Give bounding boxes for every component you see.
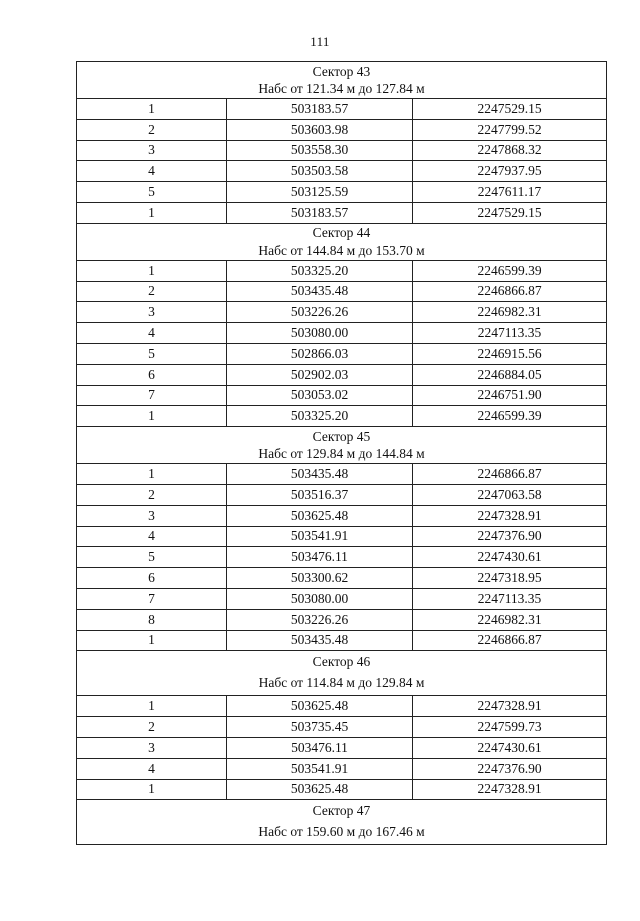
sector-title-row [77, 62, 607, 81]
point-number-cell: 6 [77, 568, 227, 589]
y-coordinate-cell: 2246751.90 [413, 385, 607, 406]
point-number-cell: 1 [77, 779, 227, 800]
page-number: 111 [310, 34, 330, 49]
x-coordinate-cell: 502902.03 [227, 364, 413, 385]
y-coordinate-cell: 2246982.31 [413, 302, 607, 323]
x-coordinate-cell: 503325.20 [227, 406, 413, 427]
y-coordinate-cell: 2247611.17 [413, 182, 607, 203]
point-number-cell: 2 [77, 484, 227, 505]
table-row [77, 385, 607, 406]
table-row [77, 758, 607, 779]
x-coordinate-cell: 503125.59 [227, 182, 413, 203]
point-number-cell: 5 [77, 182, 227, 203]
x-coordinate-cell: 503435.48 [227, 464, 413, 485]
point-number-cell: 4 [77, 758, 227, 779]
x-coordinate-cell: 503541.91 [227, 526, 413, 547]
table-row [77, 182, 607, 203]
table-row [77, 202, 607, 223]
point-number-cell: 1 [77, 464, 227, 485]
sector-range-row [77, 445, 607, 464]
table-row [77, 406, 607, 427]
x-coordinate-cell: 503080.00 [227, 588, 413, 609]
y-coordinate-cell: 2247868.32 [413, 140, 607, 161]
table-row [77, 505, 607, 526]
x-coordinate-cell: 503476.11 [227, 737, 413, 758]
sector-height-range: Набс от 121.34 м до 127.84 м [77, 80, 607, 99]
y-coordinate-cell: 2247113.35 [413, 588, 607, 609]
table-row [77, 99, 607, 120]
sector-title: Сектор 43 [77, 62, 607, 81]
point-number-cell: 1 [77, 630, 227, 651]
x-coordinate-cell: 502866.03 [227, 343, 413, 364]
table-row [77, 588, 607, 609]
sector-title-row [77, 427, 607, 446]
sector-height-range: Набс от 144.84 м до 153.70 м [77, 242, 607, 261]
table-row [77, 281, 607, 302]
point-number-cell: 3 [77, 505, 227, 526]
y-coordinate-cell: 2247529.15 [413, 99, 607, 120]
table-row [77, 630, 607, 651]
point-number-cell: 7 [77, 588, 227, 609]
sector-range-row [77, 820, 607, 845]
x-coordinate-cell: 503226.26 [227, 609, 413, 630]
table-row [77, 526, 607, 547]
y-coordinate-cell: 2247430.61 [413, 547, 607, 568]
y-coordinate-cell: 2246599.39 [413, 406, 607, 427]
x-coordinate-cell: 503625.48 [227, 505, 413, 526]
x-coordinate-cell: 503625.48 [227, 696, 413, 717]
point-number-cell: 2 [77, 717, 227, 738]
y-coordinate-cell: 2246884.05 [413, 364, 607, 385]
sector-height-range: Набс от 159.60 м до 167.46 м [77, 820, 607, 845]
y-coordinate-cell: 2247430.61 [413, 737, 607, 758]
point-number-cell: 4 [77, 526, 227, 547]
table-row [77, 464, 607, 485]
table-row [77, 696, 607, 717]
sector-title-row [77, 800, 607, 821]
point-number-cell: 5 [77, 343, 227, 364]
y-coordinate-cell: 2247529.15 [413, 202, 607, 223]
table-row [77, 161, 607, 182]
table-row [77, 609, 607, 630]
x-coordinate-cell: 503183.57 [227, 202, 413, 223]
point-number-cell: 1 [77, 406, 227, 427]
point-number-cell: 1 [77, 260, 227, 281]
table-row [77, 717, 607, 738]
y-coordinate-cell: 2247376.90 [413, 758, 607, 779]
sector-range-row [77, 242, 607, 261]
y-coordinate-cell: 2247799.52 [413, 119, 607, 140]
y-coordinate-cell: 2247328.91 [413, 779, 607, 800]
table-row [77, 302, 607, 323]
point-number-cell: 7 [77, 385, 227, 406]
y-coordinate-cell: 2246915.56 [413, 343, 607, 364]
point-number-cell: 4 [77, 323, 227, 344]
table-row [77, 547, 607, 568]
x-coordinate-cell: 503503.58 [227, 161, 413, 182]
point-number-cell: 1 [77, 202, 227, 223]
x-coordinate-cell: 503603.98 [227, 119, 413, 140]
y-coordinate-cell: 2247318.95 [413, 568, 607, 589]
x-coordinate-cell: 503053.02 [227, 385, 413, 406]
point-number-cell: 1 [77, 99, 227, 120]
point-number-cell: 2 [77, 281, 227, 302]
point-number-cell: 6 [77, 364, 227, 385]
y-coordinate-cell: 2247376.90 [413, 526, 607, 547]
point-number-cell: 1 [77, 696, 227, 717]
sector-range-row [77, 671, 607, 696]
x-coordinate-cell: 503735.45 [227, 717, 413, 738]
point-number-cell: 3 [77, 302, 227, 323]
point-number-cell: 3 [77, 737, 227, 758]
sector-range-row [77, 80, 607, 99]
y-coordinate-cell: 2247937.95 [413, 161, 607, 182]
x-coordinate-cell: 503325.20 [227, 260, 413, 281]
y-coordinate-cell: 2247599.73 [413, 717, 607, 738]
y-coordinate-cell: 2247328.91 [413, 505, 607, 526]
y-coordinate-cell: 2246866.87 [413, 464, 607, 485]
x-coordinate-cell: 503625.48 [227, 779, 413, 800]
table-row [77, 140, 607, 161]
table-row [77, 737, 607, 758]
table-row [77, 364, 607, 385]
x-coordinate-cell: 503080.00 [227, 323, 413, 344]
table-row [77, 323, 607, 344]
point-number-cell: 2 [77, 119, 227, 140]
x-coordinate-cell: 503226.26 [227, 302, 413, 323]
y-coordinate-cell: 2247328.91 [413, 696, 607, 717]
sector-height-range: Набс от 114.84 м до 129.84 м [77, 671, 607, 696]
sector-height-range: Набс от 129.84 м до 144.84 м [77, 445, 607, 464]
table-row [77, 119, 607, 140]
y-coordinate-cell: 2246982.31 [413, 609, 607, 630]
sector-title: Сектор 45 [77, 427, 607, 446]
table-row [77, 260, 607, 281]
table-row [77, 484, 607, 505]
x-coordinate-cell: 503435.48 [227, 281, 413, 302]
point-number-cell: 8 [77, 609, 227, 630]
sector-title: Сектор 47 [77, 800, 607, 821]
x-coordinate-cell: 503300.62 [227, 568, 413, 589]
y-coordinate-cell: 2247063.58 [413, 484, 607, 505]
y-coordinate-cell: 2246866.87 [413, 630, 607, 651]
point-number-cell: 4 [77, 161, 227, 182]
x-coordinate-cell: 503183.57 [227, 99, 413, 120]
x-coordinate-cell: 503476.11 [227, 547, 413, 568]
y-coordinate-cell: 2246599.39 [413, 260, 607, 281]
point-number-cell: 3 [77, 140, 227, 161]
sector-title-row [77, 651, 607, 672]
table-row [77, 343, 607, 364]
x-coordinate-cell: 503516.37 [227, 484, 413, 505]
x-coordinate-cell: 503558.30 [227, 140, 413, 161]
sector-title-row [77, 223, 607, 242]
sector-title: Сектор 44 [77, 223, 607, 242]
table-row [77, 779, 607, 800]
x-coordinate-cell: 503435.48 [227, 630, 413, 651]
y-coordinate-cell: 2247113.35 [413, 323, 607, 344]
sector-title: Сектор 46 [77, 651, 607, 672]
x-coordinate-cell: 503541.91 [227, 758, 413, 779]
point-number-cell: 5 [77, 547, 227, 568]
table-row [77, 568, 607, 589]
coordinates-table [76, 61, 607, 845]
y-coordinate-cell: 2246866.87 [413, 281, 607, 302]
